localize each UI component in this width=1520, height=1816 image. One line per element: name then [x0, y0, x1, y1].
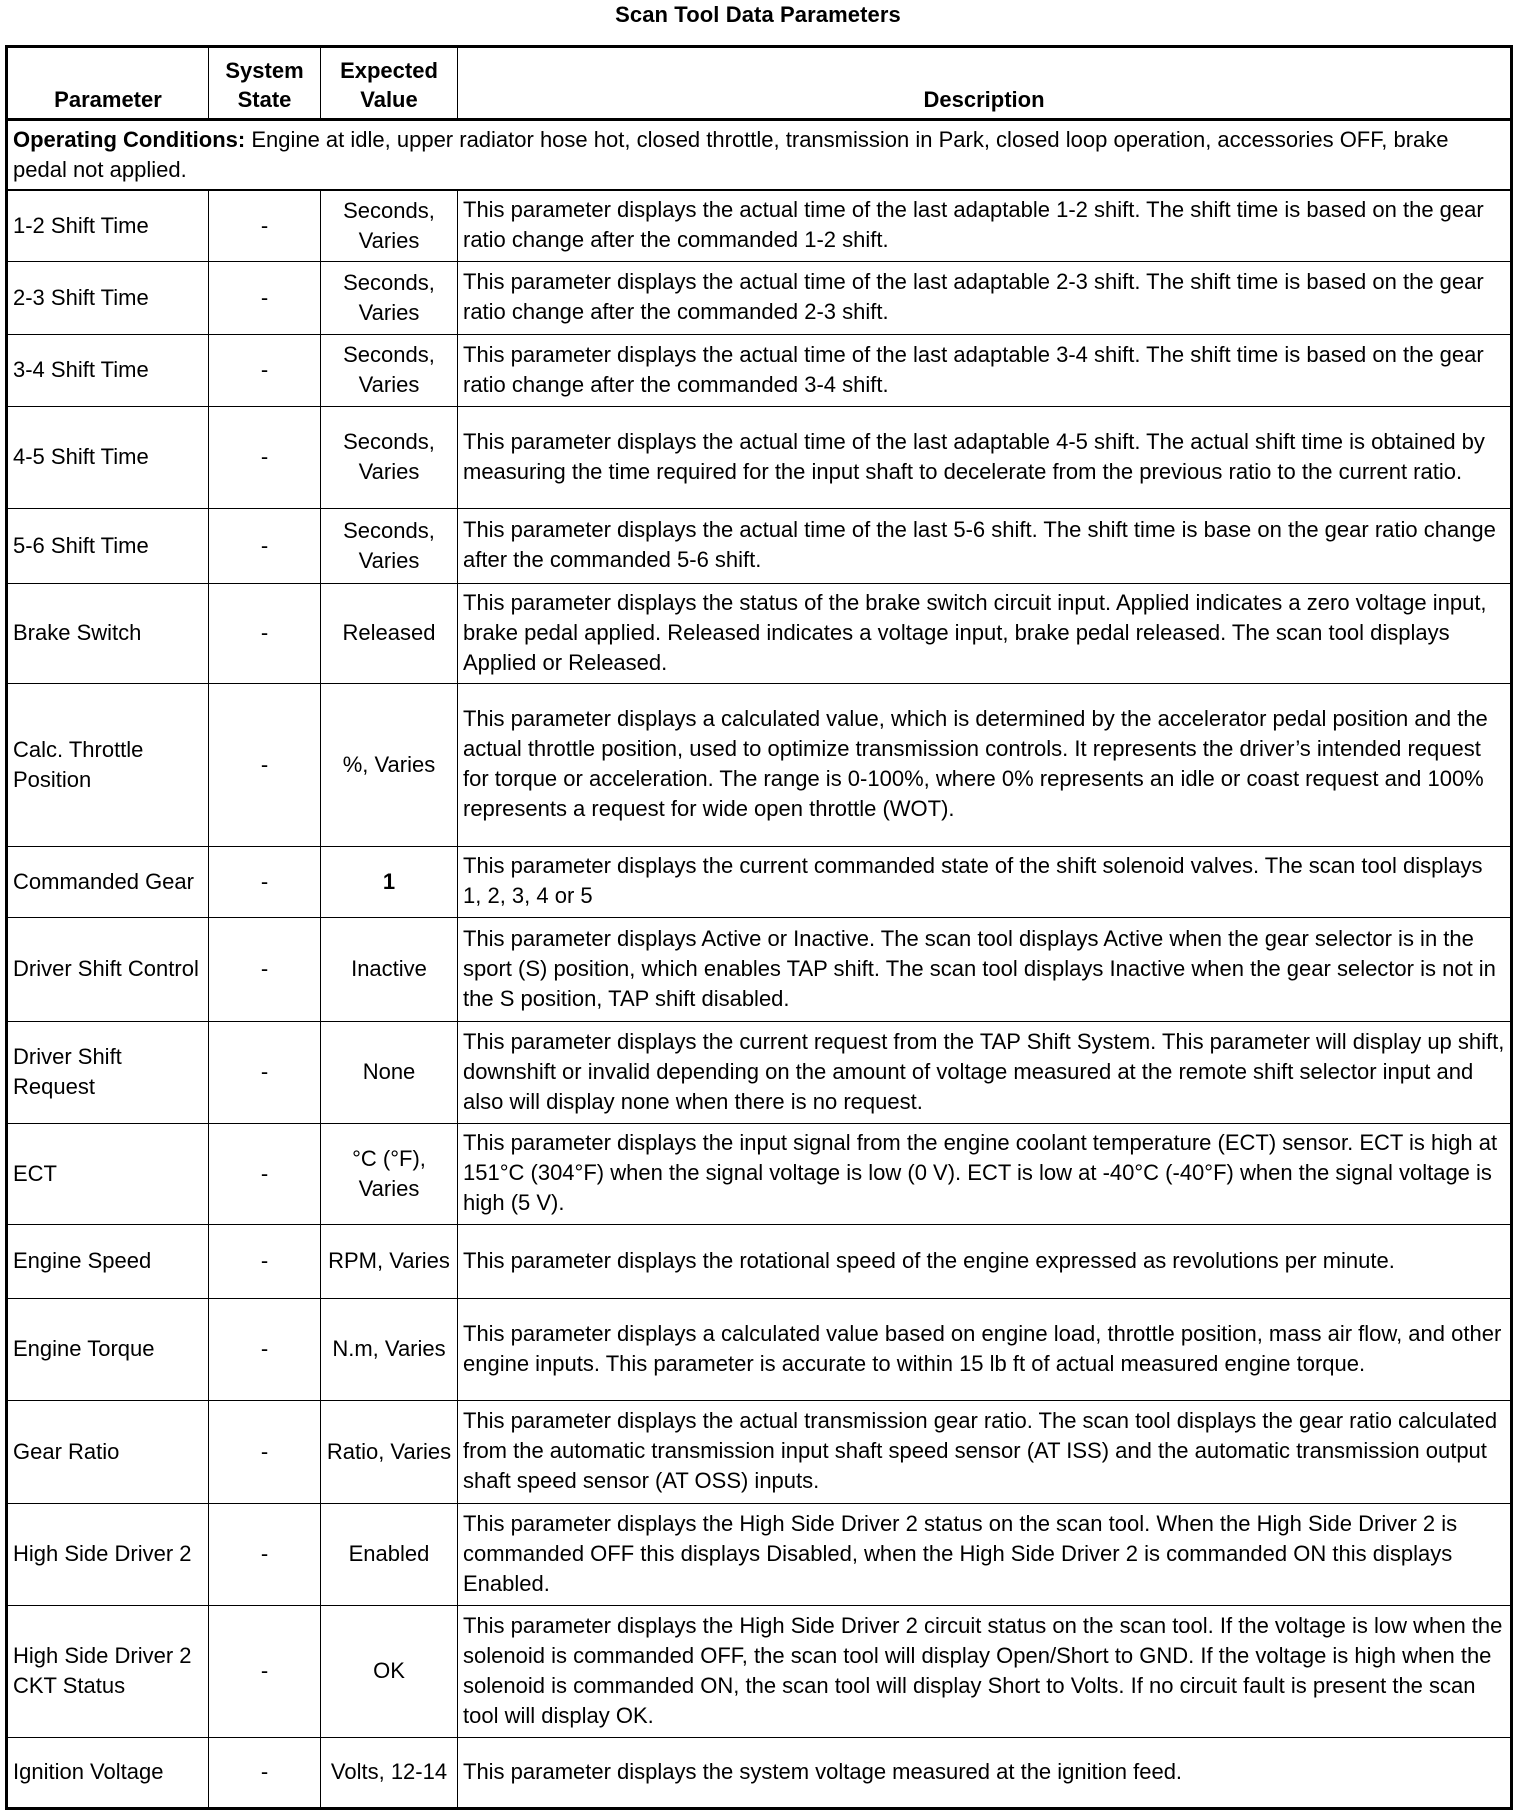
table-row: [7, 1605, 1512, 1737]
description-cell: This parameter displays the system voltage measured at the ignition feed.: [458, 1737, 1512, 1808]
system-state-cell: -: [209, 917, 321, 1021]
system-state-cell: -: [209, 683, 321, 846]
table-row: [7, 1737, 1512, 1808]
system-state-cell: -: [209, 583, 321, 683]
table-row: [7, 261, 1512, 334]
parameter-cell: High Side Driver 2 CKT Status: [7, 1605, 209, 1737]
description-cell: This parameter displays the High Side Driver 2 status on the scan tool. When the High Side Driver 2 is commanded OFF this displays Disabled, when the High Side Driver 2 is commanded ON this displays Enabled.: [458, 1503, 1512, 1605]
scan-tool-data-table: [5, 45, 1513, 1810]
parameter-cell: Calc. Throttle Position: [7, 683, 209, 846]
page-title: Scan Tool Data Parameters: [615, 2, 901, 27]
expected-value-cell: Enabled: [321, 1503, 458, 1605]
table-row: [7, 1021, 1512, 1123]
system-state-cell: -: [209, 846, 321, 917]
system-state-cell: -: [209, 1503, 321, 1605]
parameter-cell: ECT: [7, 1123, 209, 1224]
description-cell: This parameter displays the input signal from the engine coolant temperature (ECT) sensor. ECT is high at 151°C (304°F) when the signal voltage is low (0 V). ECT is low at -40°C (-40°F) when the signal voltage is high (5 V).: [458, 1123, 1512, 1224]
operating-conditions: [7, 120, 1512, 191]
system-state-cell: -: [209, 1605, 321, 1737]
expected-value-cell: None: [321, 1021, 458, 1123]
expected-value-cell: Seconds, Varies: [321, 261, 458, 334]
table-row: [7, 190, 1512, 261]
header-description: Description: [458, 47, 1512, 120]
description-cell: This parameter displays the actual time of the last 5-6 shift. The shift time is base on the gear ratio change after the commanded 5-6 shift.: [458, 508, 1512, 583]
parameter-cell: Engine Torque: [7, 1298, 209, 1400]
table-row: [7, 406, 1512, 508]
description-cell: This parameter displays the actual time of the last adaptable 1-2 shift. The shift time is based on the gear ratio change after the commanded 1-2 shift.: [458, 190, 1512, 261]
operating-conditions-row: [7, 120, 1512, 191]
table-row: [7, 1123, 1512, 1224]
expected-value-cell: Volts, 12-14: [321, 1737, 458, 1808]
system-state-cell: -: [209, 190, 321, 261]
parameter-cell: 3-4 Shift Time: [7, 334, 209, 406]
system-state-cell: -: [209, 1123, 321, 1224]
parameter-cell: Gear Ratio: [7, 1400, 209, 1503]
system-state-cell: -: [209, 1224, 321, 1298]
expected-value-cell: Seconds, Varies: [321, 334, 458, 406]
description-cell: This parameter displays a calculated value based on engine load, throttle position, mass air flow, and other engine inputs. This parameter is accurate to within 15 lb ft of actual measured engine torque.: [458, 1298, 1512, 1400]
expected-value-cell: Inactive: [321, 917, 458, 1021]
expected-value-cell: %, Varies: [321, 683, 458, 846]
parameter-cell: 5-6 Shift Time: [7, 508, 209, 583]
system-state-cell: -: [209, 1021, 321, 1123]
expected-value-cell: Ratio, Varies: [321, 1400, 458, 1503]
table-row: [7, 1224, 1512, 1298]
description-cell: This parameter displays Active or Inactive. The scan tool displays Active when the gear selector is in the sport (S) position, which enables TAP shift. The scan tool displays Inactive when the gear selector is not in the S position, TAP shift disabled.: [458, 917, 1512, 1021]
operating-conditions-label: Operating Conditions:: [13, 127, 246, 152]
parameter-cell: Driver Shift Control: [7, 917, 209, 1021]
description-cell: This parameter displays a calculated value, which is determined by the accelerator pedal position and the actual throttle position, used to optimize transmission controls. It represents the driver’s intended request for torque or acceleration. The range is 0-100%, where 0% represents an idle or coast request and 100% represents a request for wide open throttle (WOT).: [458, 683, 1512, 846]
expected-value-cell: N.m, Varies: [321, 1298, 458, 1400]
table-row: [7, 1400, 1512, 1503]
system-state-cell: -: [209, 334, 321, 406]
description-cell: This parameter displays the current request from the TAP Shift System. This parameter will display up shift, downshift or invalid depending on the amount of voltage measured at the remote shift selector input and also will display none when there is no request.: [458, 1021, 1512, 1123]
table-row: [7, 1503, 1512, 1605]
header-parameter: Parameter: [7, 47, 209, 120]
system-state-cell: -: [209, 1298, 321, 1400]
expected-value-cell: Seconds, Varies: [321, 406, 458, 508]
expected-value-cell: RPM, Varies: [321, 1224, 458, 1298]
header-system-state: System State: [209, 47, 321, 120]
expected-value-cell: 1: [321, 846, 458, 917]
description-cell: This parameter displays the actual time of the last adaptable 2-3 shift. The shift time is based on the gear ratio change after the commanded 2-3 shift.: [458, 261, 1512, 334]
expected-value-cell: OK: [321, 1605, 458, 1737]
table-row: [7, 917, 1512, 1021]
table-row: [7, 334, 1512, 406]
description-cell: This parameter displays the rotational speed of the engine expressed as revolutions per minute.: [458, 1224, 1512, 1298]
expected-value-cell: Seconds, Varies: [321, 508, 458, 583]
parameter-cell: 2-3 Shift Time: [7, 261, 209, 334]
expected-value-cell: Seconds, Varies: [321, 190, 458, 261]
header-expected-value: Expected Value: [321, 47, 458, 120]
parameter-cell: Engine Speed: [7, 1224, 209, 1298]
parameter-cell: High Side Driver 2: [7, 1503, 209, 1605]
description-cell: This parameter displays the High Side Driver 2 circuit status on the scan tool. If the voltage is low when the solenoid is commanded OFF, the scan tool will display Open/Short to GND. If the voltage is high when the solenoid is commanded ON, the scan tool will display Short to Volts. If no circuit fault is present the scan tool will display OK.: [458, 1605, 1512, 1737]
description-cell: This parameter displays the actual transmission gear ratio. The scan tool displays the gear ratio calculated from the automatic transmission input shaft speed sensor (AT ISS) and the automatic transmission output shaft speed sensor (AT OSS) inputs.: [458, 1400, 1512, 1503]
parameter-cell: Driver Shift Request: [7, 1021, 209, 1123]
table-row: [7, 583, 1512, 683]
table-header-row: [7, 47, 1512, 120]
table-row: [7, 508, 1512, 583]
operating-conditions-text: Engine at idle, upper radiator hose hot, closed throttle, transmission in Park, closed loop operation, accessories OFF, brake pedal not applied.: [13, 127, 1449, 182]
table-row: [7, 1298, 1512, 1400]
parameter-cell: 4-5 Shift Time: [7, 406, 209, 508]
parameter-cell: Commanded Gear: [7, 846, 209, 917]
system-state-cell: -: [209, 406, 321, 508]
parameter-cell: 1-2 Shift Time: [7, 190, 209, 261]
system-state-cell: -: [209, 1400, 321, 1503]
table-row: [7, 683, 1512, 846]
description-cell: This parameter displays the actual time of the last adaptable 4-5 shift. The actual shift time is obtained by measuring the time required for the input shaft to decelerate from the previous ratio to the current ratio.: [458, 406, 1512, 508]
description-cell: This parameter displays the status of the brake switch circuit input. Applied indicates a zero voltage input, brake pedal applied. Released indicates a voltage input, brake pedal released. The scan tool displays Applied or Released.: [458, 583, 1512, 683]
parameter-cell: Brake Switch: [7, 583, 209, 683]
description-cell: This parameter displays the current commanded state of the shift solenoid valves. The scan tool displays 1, 2, 3, 4 or 5: [458, 846, 1512, 917]
expected-value-cell: Released: [321, 583, 458, 683]
description-cell: This parameter displays the actual time of the last adaptable 3-4 shift. The shift time is based on the gear ratio change after the commanded 3-4 shift.: [458, 334, 1512, 406]
parameter-cell: Ignition Voltage: [7, 1737, 209, 1808]
system-state-cell: -: [209, 1737, 321, 1808]
system-state-cell: -: [209, 261, 321, 334]
table-row: [7, 846, 1512, 917]
system-state-cell: -: [209, 508, 321, 583]
expected-value-cell: °C (°F), Varies: [321, 1123, 458, 1224]
